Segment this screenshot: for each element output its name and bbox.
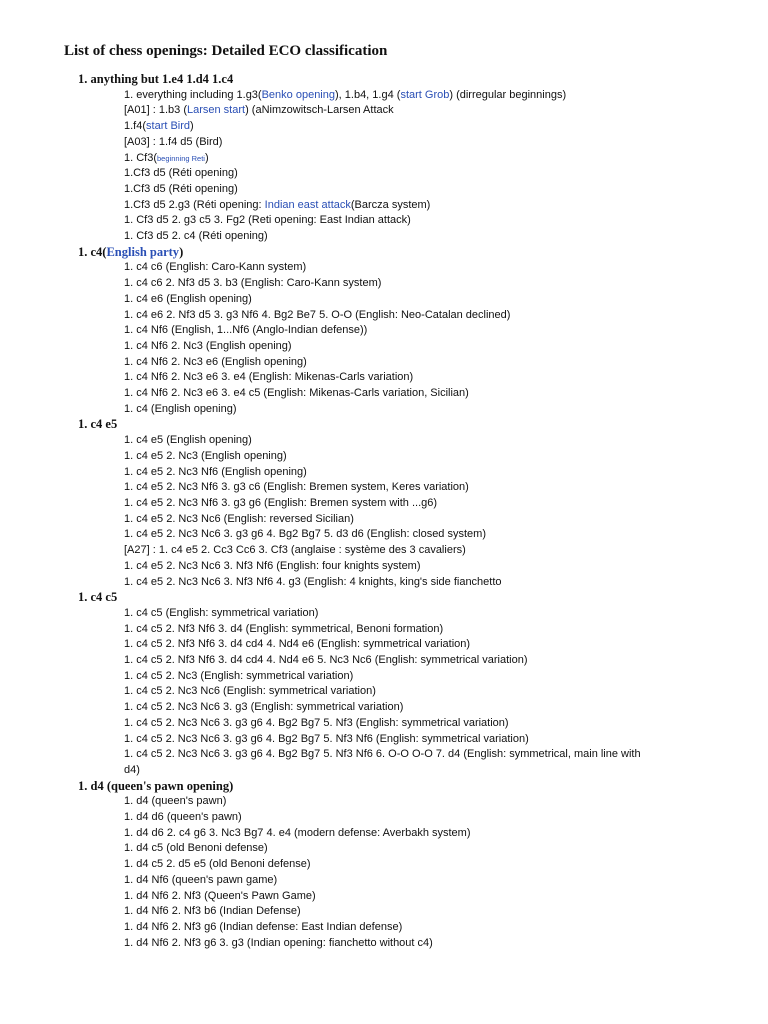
list-item bbox=[0, 527, 768, 543]
list-item bbox=[0, 198, 768, 214]
entry-text: 1. c4 e6 (English opening) bbox=[124, 292, 252, 305]
list-item bbox=[0, 857, 768, 873]
opening-link[interactable]: beginning Reti bbox=[157, 153, 205, 163]
list-item bbox=[0, 229, 768, 245]
list-item bbox=[0, 700, 768, 716]
list-item bbox=[0, 465, 768, 481]
list-item bbox=[0, 496, 768, 512]
entry-text: (Barcza system) bbox=[350, 198, 431, 211]
opening-link[interactable]: Larsen start bbox=[186, 104, 246, 117]
list-item bbox=[0, 402, 768, 418]
opening-link[interactable]: start Grob bbox=[400, 88, 450, 101]
entry-text: 1. c4 e5 2. Nc3 Nc6 3. Nf3 Nf6 (English: four knights system) bbox=[124, 559, 421, 572]
list-item bbox=[0, 873, 768, 889]
section-heading-text: 1. c4 c5 bbox=[78, 590, 118, 605]
list-item bbox=[0, 433, 768, 449]
entry-text: [A27] : 1. c4 e5 2. Cc3 Cc6 3. Cf3 (anglaise : système des 3 cavaliers) bbox=[124, 544, 466, 557]
entry-text: 1. c4 e5 2. Nc3 Nf6 3. g3 c6 (English: Bremen system, Keres variation) bbox=[124, 481, 469, 494]
list-item bbox=[0, 260, 768, 276]
list-item bbox=[0, 166, 768, 182]
list-item bbox=[0, 103, 768, 119]
entry-text: 1. c4 e5 2. Nc3 Nf6 (English opening) bbox=[124, 465, 307, 478]
list-item bbox=[0, 684, 768, 700]
entry-text: [A03] : 1.f4 d5 (Bird) bbox=[124, 135, 223, 148]
list-item bbox=[0, 622, 768, 638]
list-item bbox=[0, 386, 768, 402]
entry-text: 1. d4 Nf6 2. Nf3 (Queen's Pawn Game) bbox=[124, 889, 316, 902]
entry-text: ) bbox=[204, 151, 209, 164]
entry-text: 1. d4 c5 2. d5 e5 (old Benoni defense) bbox=[124, 858, 311, 871]
entry-text: 1. c4 Nf6 2. Nc3 e6 (English opening) bbox=[124, 355, 307, 368]
list-item bbox=[0, 323, 768, 339]
list-item bbox=[0, 370, 768, 386]
entry-text: 1. c4 c5 2. Nc3 (English: symmetrical variation) bbox=[124, 669, 354, 682]
entry-text: 1. c4 c5 2. Nc3 Nc6 3. g3 (English: symmetrical variation) bbox=[124, 701, 404, 714]
entry-text: ) (dirregular beginnings) bbox=[449, 88, 567, 101]
entry-text: ), 1.b4, 1.g4 ( bbox=[335, 88, 401, 101]
section-heading bbox=[0, 590, 768, 606]
list-item bbox=[0, 355, 768, 371]
section-entries bbox=[0, 606, 768, 779]
opening-link[interactable]: Indian east attack bbox=[264, 198, 351, 211]
list-item bbox=[0, 339, 768, 355]
section-heading bbox=[0, 417, 768, 433]
entry-text: 1. c4 e5 2. Nc3 Nc6 3. g3 g6 4. Bg2 Bg7 5. d3 d6 (English: closed system) bbox=[124, 528, 486, 541]
list-item bbox=[0, 308, 768, 324]
entry-text: 1. c4 c6 2. Nf3 d5 3. b3 (English: Caro-Kann system) bbox=[124, 277, 382, 290]
list-item bbox=[0, 292, 768, 308]
list-item bbox=[0, 480, 768, 496]
entry-text: 1. d4 Nf6 2. Nf3 g6 (Indian defense: East Indian defense) bbox=[124, 920, 403, 933]
entry-text: 1. d4 d6 (queen's pawn) bbox=[124, 811, 242, 824]
entry-text: 1. d4 Nf6 2. Nf3 g6 3. g3 (Indian opening: fianchetto without c4) bbox=[124, 936, 433, 949]
list-item bbox=[0, 559, 768, 575]
openings-list bbox=[0, 72, 768, 951]
entry-text: 1. c4 c5 2. Nf3 Nf6 3. d4 cd4 4. Nd4 e6 (English: symmetrical variation) bbox=[124, 638, 471, 651]
entry-text: 1. d4 d6 2. c4 g6 3. Nc3 Bg7 4. e4 (modern defense: Averbakh system) bbox=[124, 826, 471, 839]
entry-text: 1.Cf3 d5 (Réti opening) bbox=[124, 182, 238, 195]
section-heading-text: 1. c4( bbox=[78, 244, 107, 259]
list-item bbox=[0, 182, 768, 198]
list-item bbox=[0, 88, 768, 104]
list-item bbox=[0, 810, 768, 826]
entry-text: 1. d4 Nf6 2. Nf3 b6 (Indian Defense) bbox=[124, 905, 301, 918]
entry-text: 1. c4 (English opening) bbox=[124, 402, 237, 415]
opening-link[interactable]: Benko opening bbox=[261, 88, 335, 101]
section-heading-text: 1. anything but 1.e4 1.d4 1.c4 bbox=[78, 72, 234, 86]
entry-text: 1. c4 Nf6 2. Nc3 (English opening) bbox=[124, 339, 292, 352]
section-heading bbox=[0, 245, 768, 261]
entry-text: 1.f4( bbox=[124, 120, 147, 133]
list-item bbox=[0, 920, 768, 936]
entry-text: 1. c4 Nf6 (English, 1...Nf6 (Anglo-Indian defense)) bbox=[124, 324, 368, 337]
list-item bbox=[0, 669, 768, 685]
entry-text: 1. c4 c5 2. Nc3 Nc6 3. g3 g6 4. Bg2 Bg7 5. Nf3 (English: symmetrical variation) bbox=[124, 716, 509, 729]
entry-text: 1.Cf3 d5 2.g3 (Réti opening: bbox=[124, 198, 265, 211]
section-heading bbox=[0, 779, 768, 795]
list-item bbox=[0, 936, 768, 952]
entry-text: 1. c4 e5 2. Nc3 Nc6 3. Nf3 Nf6 4. g3 (English: 4 knights, king's side fianchetto bbox=[124, 575, 502, 588]
section-entries bbox=[0, 260, 768, 417]
section-heading-text: 1. c4 e5 bbox=[78, 417, 118, 432]
entry-text: 1. d4 c5 (old Benoni defense) bbox=[124, 842, 268, 855]
entry-text: [A01] : 1.b3 ( bbox=[124, 104, 187, 117]
list-item bbox=[0, 716, 768, 732]
section-heading bbox=[0, 72, 768, 88]
list-item bbox=[0, 543, 768, 559]
entry-text: 1. Cf3 d5 2. g3 c5 3. Fg2 (Reti opening: East Indian attack) bbox=[124, 214, 411, 227]
entry-text: 1. everything including 1.g3( bbox=[124, 88, 262, 101]
section-heading-link[interactable]: English party bbox=[106, 244, 180, 259]
list-item bbox=[0, 653, 768, 669]
entry-text: 1. d4 (queen's pawn) bbox=[124, 795, 227, 808]
list-item bbox=[0, 747, 768, 778]
opening-link[interactable]: start Bird bbox=[146, 120, 191, 133]
entry-text: 1. c4 e5 2. Nc3 Nc6 (English: reversed Sicilian) bbox=[124, 512, 354, 525]
entry-text: 1. Cf3 d5 2. c4 (Réti opening) bbox=[124, 230, 268, 243]
list-item bbox=[0, 826, 768, 842]
entry-text: 1. c4 c5 2. Nc3 Nc6 3. g3 g6 4. Bg2 Bg7 5. Nf3 Nf6 (English: symmetrical variation) bbox=[124, 732, 529, 745]
entry-text: 1. c4 e5 (English opening) bbox=[124, 434, 252, 447]
entry-text: 1. c4 c5 2. Nf3 Nf6 3. d4 cd4 4. Nd4 e6 5. Nc3 Nc6 (English: symmetrical variation) bbox=[124, 654, 528, 667]
entry-text: 1. c4 e5 2. Nc3 Nf6 3. g3 g6 (English: Bremen system with ...g6) bbox=[124, 496, 438, 509]
entry-text: 1. c4 e6 2. Nf3 d5 3. g3 Nf6 4. Bg2 Be7 5. O-O (English: Neo-Catalan declined) bbox=[124, 308, 511, 321]
section-entries bbox=[0, 433, 768, 590]
entry-text: 1. c4 Nf6 2. Nc3 e6 3. e4 (English: Mikenas-Carls variation) bbox=[124, 371, 414, 384]
list-item bbox=[0, 606, 768, 622]
list-item bbox=[0, 276, 768, 292]
section-entries bbox=[0, 88, 768, 245]
entry-text: 1. Cf3( bbox=[124, 151, 158, 164]
list-item bbox=[0, 151, 768, 167]
entry-text: 1. c4 c5 (English: symmetrical variation) bbox=[124, 606, 319, 619]
list-item bbox=[0, 904, 768, 920]
entry-text: 1. d4 Nf6 (queen's pawn game) bbox=[124, 873, 278, 886]
list-item bbox=[0, 119, 768, 135]
list-item bbox=[0, 135, 768, 151]
section-heading-text: 1. d4 (queen's pawn opening) bbox=[78, 778, 234, 793]
section-heading-text: ) bbox=[179, 244, 184, 259]
entry-text: 1. c4 c5 2. Nf3 Nf6 3. d4 (English: symmetrical, Benoni formation) bbox=[124, 622, 444, 635]
list-item bbox=[0, 732, 768, 748]
entry-text: 1. c4 c6 (English: Caro-Kann system) bbox=[124, 261, 307, 274]
entry-text: ) bbox=[190, 120, 194, 133]
list-item bbox=[0, 794, 768, 810]
entry-text: 1. c4 c5 2. Nc3 Nc6 3. g3 g6 4. Bg2 Bg7 5. Nf3 Nf6 6. O-O O-O 7. d4 (English: symmetrical, main line with d4) bbox=[124, 748, 641, 776]
list-item bbox=[0, 575, 768, 591]
entry-text: 1. c4 e5 2. Nc3 (English opening) bbox=[124, 449, 287, 462]
list-item bbox=[0, 213, 768, 229]
list-item bbox=[0, 841, 768, 857]
entry-text: 1. c4 Nf6 2. Nc3 e6 3. e4 c5 (English: Mikenas-Carls variation, Sicilian) bbox=[124, 387, 469, 400]
section-entries bbox=[0, 794, 768, 951]
list-item bbox=[0, 449, 768, 465]
list-item bbox=[0, 889, 768, 905]
entry-text: ) (aNimzowitsch-Larsen Attack bbox=[245, 104, 394, 117]
entry-text: 1.Cf3 d5 (Réti opening) bbox=[124, 167, 238, 180]
entry-text: 1. c4 c5 2. Nc3 Nc6 (English: symmetrical variation) bbox=[124, 685, 376, 698]
list-item bbox=[0, 637, 768, 653]
page-title: List of chess openings: Detailed ECO classification bbox=[64, 43, 388, 59]
list-item bbox=[0, 512, 768, 528]
